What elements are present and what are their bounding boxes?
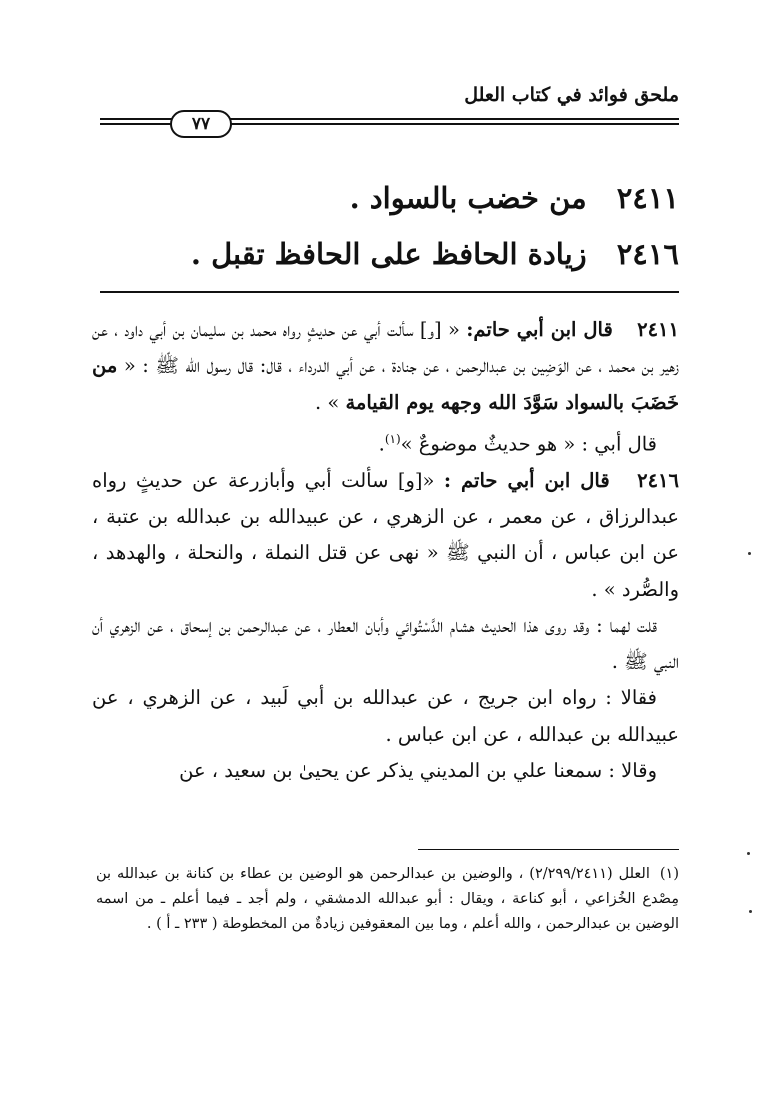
text-paragraph: فقالا : رواه ابن جريج ، عن عبدالله بن أبي لَبيد ، عن الزهري ، عن عبيدالله بن عبدالله ، عن ابن عباس .: [92, 686, 679, 746]
chapter-heading-number: ٢٤١٦: [616, 237, 679, 271]
chapter-heading: [90, 170, 679, 226]
margin-speck: [748, 552, 751, 555]
entry-number: ٢٤١١: [637, 318, 680, 341]
footnote-mark: (١): [659, 866, 679, 882]
margin-speck: [747, 852, 750, 855]
chapter-headings: [90, 170, 679, 282]
entry-text: «[و] سألت أبي وأبازرعة عن حديثٍ رواه عبدالرزاق ، عن معمر ، عن الزهري ، عن عبيدالله بن عبدالله بن عتبة ، عن ابن عباس ، أن النبي ﷺ « نهى عن قتل النملة ، والنحلة ، والهدهد ، والصُّرد » .: [92, 468, 679, 601]
footnote: [96, 862, 679, 937]
reply-text: قال أبي : « هو حديثٌ موضوعٌ »: [400, 432, 657, 456]
chapter-heading: [90, 226, 679, 282]
page-number: ٧٧: [170, 110, 232, 138]
section-divider: [100, 291, 679, 293]
entry-speaker: قال ابن أبي حاتم:: [466, 318, 613, 341]
reply-paragraph: [92, 421, 679, 463]
running-title: ملحق فوائد في كتاب العلل: [464, 84, 679, 106]
entry-paragraph: [92, 312, 679, 421]
chapter-heading-number: ٢٤١١: [616, 181, 679, 215]
margin-speck: [749, 910, 752, 913]
main-text: [92, 312, 679, 789]
footnotes: [96, 862, 679, 937]
footnote-ref[interactable]: (١): [384, 431, 401, 446]
hadith-quote: من خَضَبَ بالسواد سَوَّدَ الله وجهه يوم القيامة: [92, 354, 679, 414]
text-paragraph: قلت لهما : وقد روى هذا الحديث هشام الدَّسْتُوائي وأبان العطار ، عن عبدالرحمن بن إسحاق ، عن الزهري أن النبي ﷺ .: [92, 613, 679, 674]
chapter-heading-title: زيادة الحافظ على الحافظ تقبل .: [190, 237, 587, 271]
entry-speaker: قال ابن أبي حاتم :: [443, 468, 610, 492]
text-paragraph: وقالا : سمعنا علي بن المديني يذكر عن يحيىٰ بن سعيد ، عن: [179, 759, 657, 783]
entry-paragraph: [92, 463, 679, 608]
entry-number: ٢٤١٦: [637, 468, 680, 492]
footnote-text: العلل (٢/٢٩٩/٢٤١١) ، والوضين بن عبدالرحمن هو الوضين بن عطاء بن كنانة بن عبدالله بن مِصْدع الخُزاعي ، أبو كناعة ، ويقال : أبو عبدالله الدمشقي ، ولم أجد ـ فيما أعلم ـ من اسمه الوضين بن عبدالرحمن ، والله أعلم ، وما بين المعقوفين زيادةٌ من المخطوطة ( ٢٣٣ ـ أ ) .: [96, 866, 679, 932]
chapter-heading-title: من خضب بالسواد .: [349, 181, 587, 215]
entry-text: « [و] سألت أبي عن حديثٍ رواه محمد بن سليمان بن أبي داود ، عن زهير بن محمد ، عن الوَضِين بن عبدالرحمن ، عن جنادة ، عن أبي الدرداء ، قال: قال رسول الله ﷺ : «: [92, 318, 679, 378]
footnote-separator: [418, 849, 679, 850]
entry-text-end: » .: [314, 390, 340, 414]
reply-end: .: [378, 432, 385, 456]
